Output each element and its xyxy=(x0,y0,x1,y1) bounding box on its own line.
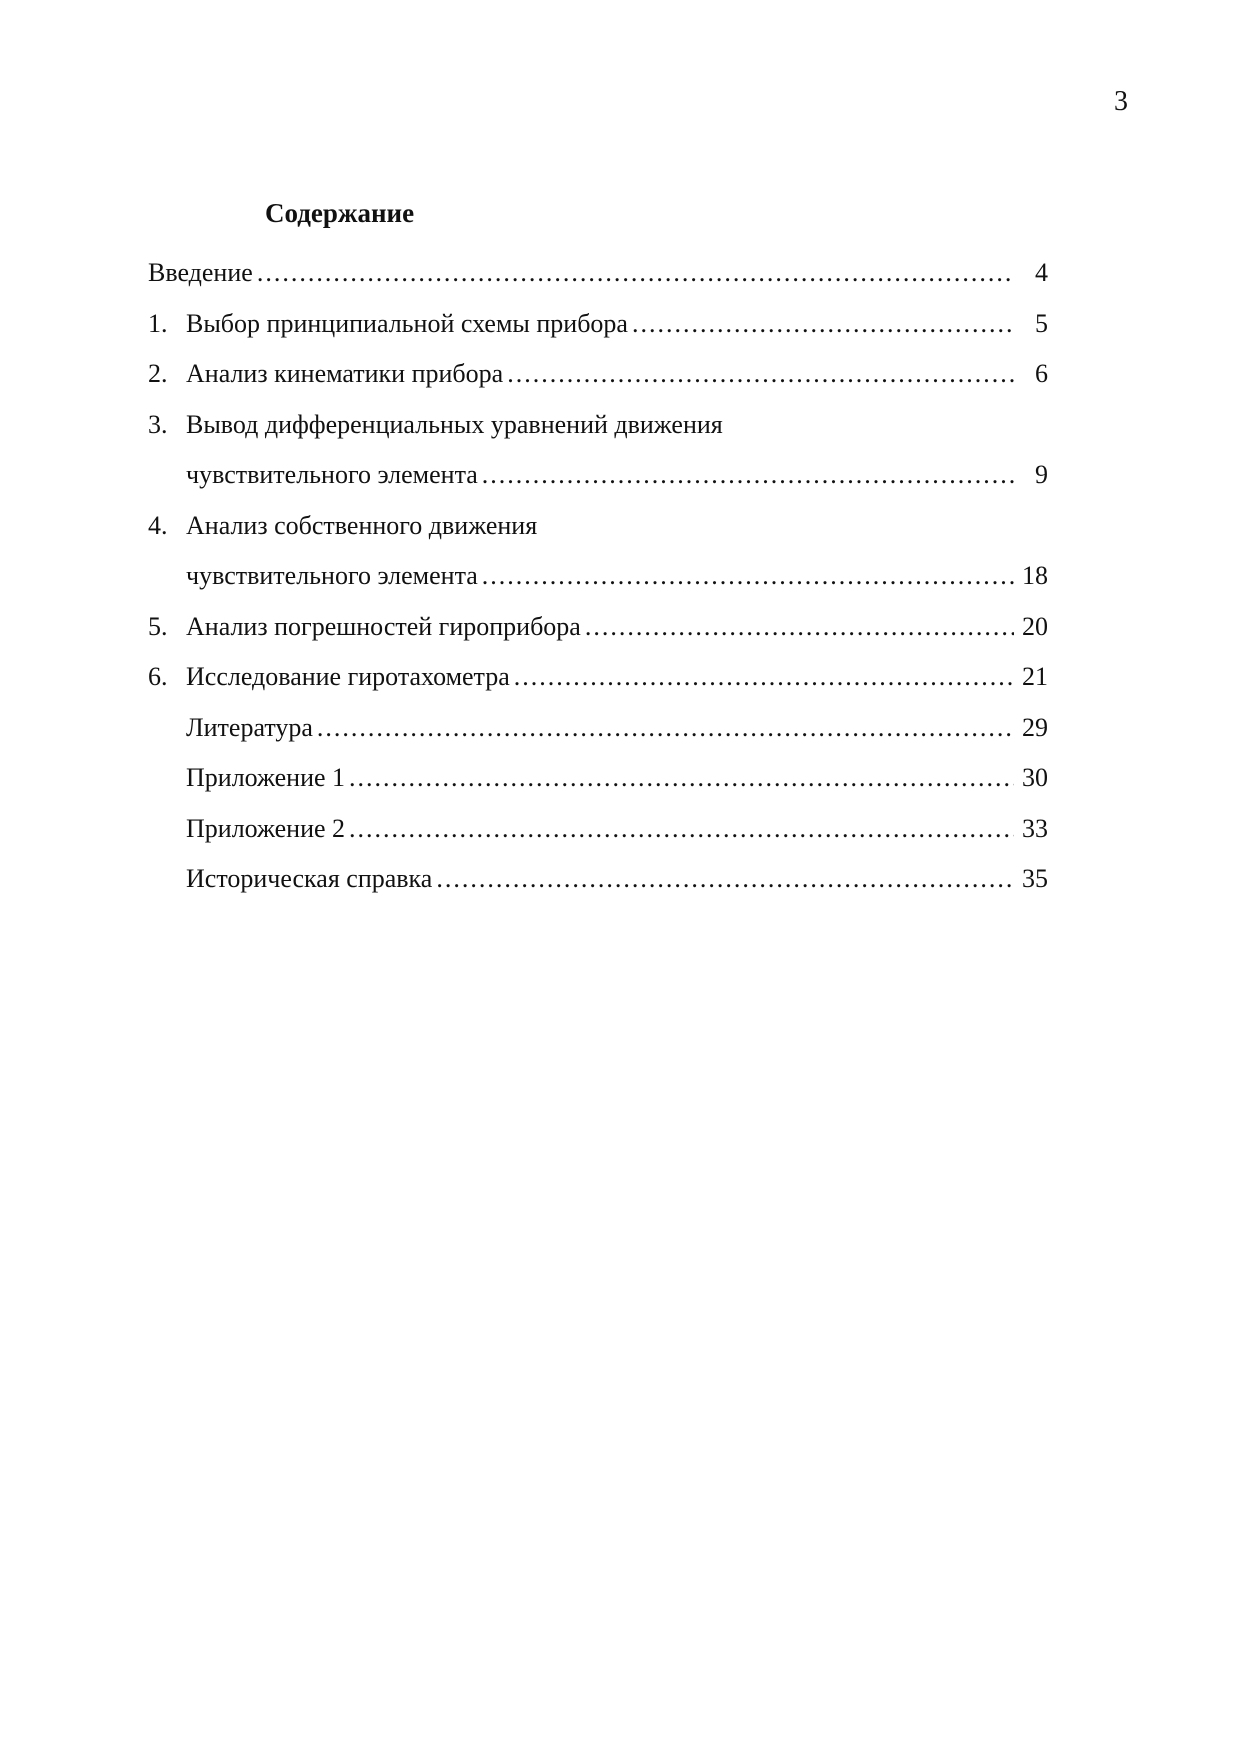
dot-leader xyxy=(257,248,1014,299)
toc-entry-appendix-2[interactable] xyxy=(148,804,1048,855)
toc-entry-label: чувствительного элемента xyxy=(186,561,478,590)
toc-entry-number: 1. xyxy=(148,308,168,338)
toc-entry-page: 9 xyxy=(1035,460,1048,489)
toc-entry-3-continuation[interactable] xyxy=(148,450,1048,501)
dot-leader xyxy=(514,652,1014,703)
toc-entry-page: 29 xyxy=(1022,712,1048,742)
toc-entry-label: чувствительного элемента xyxy=(186,460,478,489)
toc-entry-page: 5 xyxy=(1035,308,1048,338)
toc-entry-appendix-1[interactable] xyxy=(148,753,1048,804)
page-number: 3 xyxy=(1114,86,1128,117)
toc-entry-page: 35 xyxy=(1022,864,1048,893)
toc-entry-2[interactable] xyxy=(148,349,1048,400)
toc-entry-page: 18 xyxy=(1022,561,1048,590)
toc-entry-page: 4 xyxy=(1035,258,1048,287)
toc-entry-number: 5. xyxy=(148,611,168,641)
toc-entry-label: Приложение 1 xyxy=(186,763,346,792)
toc-entry-1[interactable] xyxy=(148,299,1048,350)
toc-entry-label: Выбор принципиальной схемы прибора xyxy=(186,308,628,338)
dot-leader xyxy=(632,299,1014,350)
dot-leader xyxy=(507,349,1014,400)
toc-entry-page: 20 xyxy=(1022,611,1048,641)
dot-leader xyxy=(436,854,1014,905)
toc-entry-label: Литература xyxy=(186,712,313,742)
dot-leader xyxy=(482,450,1014,501)
toc-entry-literature[interactable] xyxy=(148,703,1048,754)
dot-leader xyxy=(317,703,1014,754)
toc-entry-page: 33 xyxy=(1022,813,1048,843)
toc-entry-label: Анализ собственного движения xyxy=(186,510,538,540)
toc-title: Содержание xyxy=(265,198,415,228)
table-of-contents xyxy=(148,248,1048,905)
toc-entry-historical-note[interactable] xyxy=(148,854,1048,905)
dot-leader xyxy=(349,804,1014,855)
toc-entry-label: Введение xyxy=(148,258,253,287)
toc-entry-label: Анализ кинематики прибора xyxy=(186,359,504,388)
toc-entry-label: Вывод дифференциальных уравнений движения xyxy=(186,409,723,439)
toc-entry-page: 21 xyxy=(1022,662,1048,691)
toc-entry-number: 6. xyxy=(148,662,168,691)
toc-entry-page: 6 xyxy=(1035,359,1048,388)
toc-entry-5[interactable] xyxy=(148,602,1048,653)
toc-entry-number: 3. xyxy=(148,409,168,439)
toc-entry-4-continuation[interactable] xyxy=(148,551,1048,602)
toc-entry-label: Приложение 2 xyxy=(186,813,346,843)
toc-entry-3[interactable] xyxy=(148,400,1048,451)
dot-leader xyxy=(482,551,1014,602)
toc-entry-6[interactable] xyxy=(148,652,1048,703)
toc-entry-label: Исследование гиротахометра xyxy=(186,662,510,691)
toc-entry-label: Анализ погрешностей гироприбора xyxy=(186,611,581,641)
toc-entry-label: Историческая справка xyxy=(186,864,433,893)
toc-entry-number: 2. xyxy=(148,359,168,388)
toc-entry-introduction[interactable] xyxy=(148,248,1048,299)
toc-entry-number: 4. xyxy=(148,510,168,540)
dot-leader xyxy=(585,602,1014,653)
toc-entry-4[interactable] xyxy=(148,501,1048,552)
dot-leader xyxy=(349,753,1014,804)
toc-entry-page: 30 xyxy=(1022,763,1048,792)
